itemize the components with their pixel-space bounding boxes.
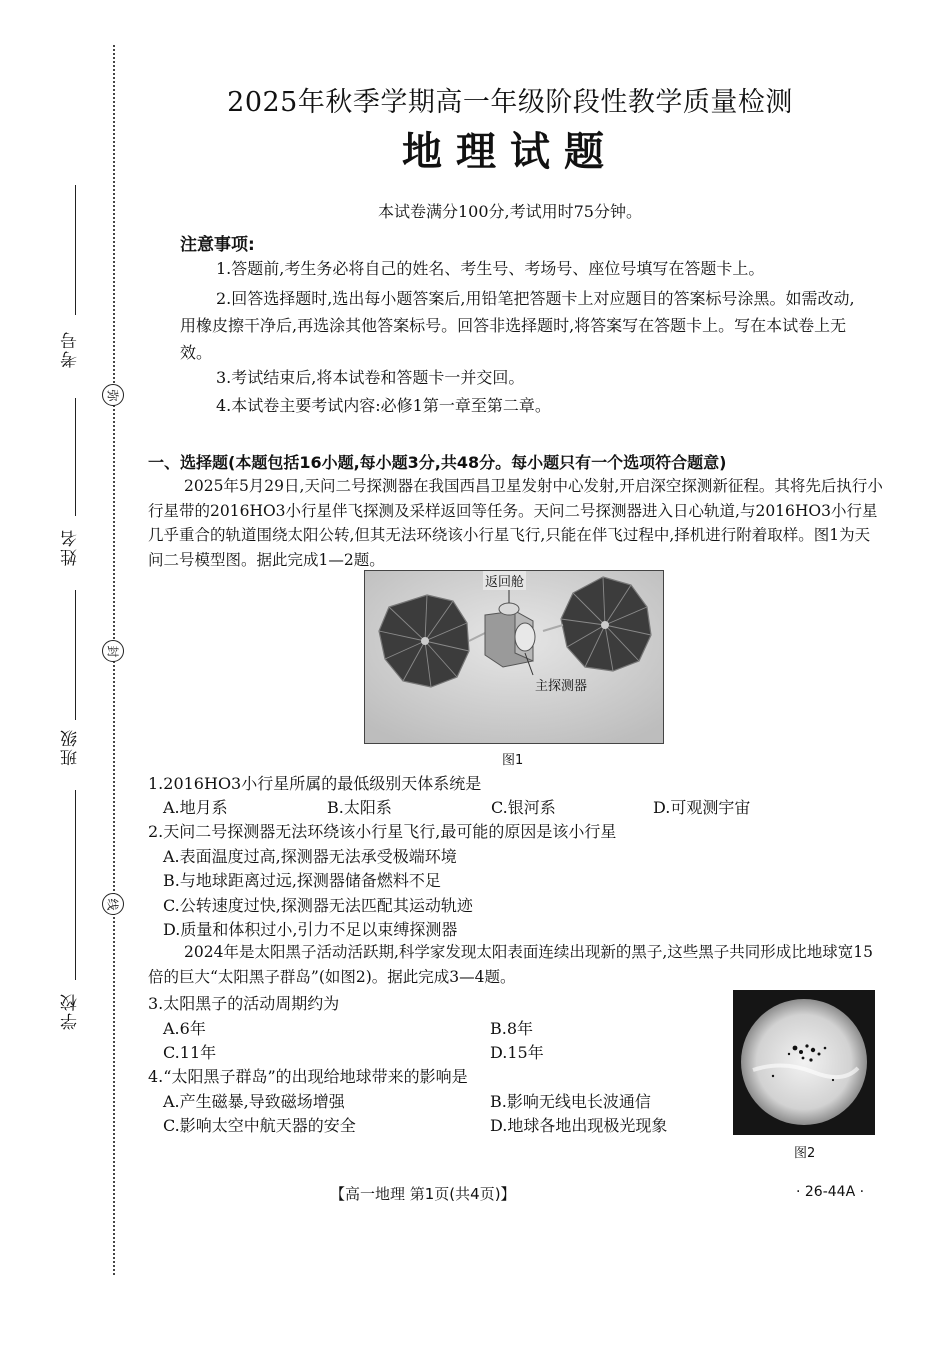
- question-3-stem: 3.太阳黑子的活动周期约为: [148, 994, 340, 1013]
- page-footer: 【高一地理 第1页(共4页)】: [330, 1185, 516, 1203]
- q1-option-a: A.地月系: [163, 798, 228, 817]
- label-main-probe: 主探测器: [535, 679, 588, 694]
- figure-1-probe-model: [364, 570, 664, 744]
- q1-option-b: B.太阳系: [327, 798, 392, 817]
- exam-number-label: 考号: [61, 330, 81, 368]
- exam-number-line: [75, 185, 76, 315]
- notice-item-1: 1.答题前,考生务必将自己的姓名、考生号、考场号、座位号填写在答题卡上。: [216, 259, 765, 278]
- exam-title: 2025年秋季学期高一年级阶段性教学质量检测: [227, 87, 793, 118]
- score-note: 本试卷满分100分,考试用时75分钟。: [378, 202, 642, 221]
- q4-option-d: D.地球各地出现极光现象: [490, 1116, 668, 1135]
- notice-heading: 注意事项:: [180, 235, 255, 255]
- q2-option-c: C.公转速度过快,探测器无法匹配其运动轨迹: [163, 896, 473, 915]
- figure-1-caption: 图1: [502, 753, 524, 768]
- school-label: 学校: [61, 992, 81, 1030]
- passage-2: 2024年是太阳黑子活动活跃期,科学家发现太阳表面连续出现新的黑子,这些黑子共同形成比地球宽15倍的巨大“太阳黑子群岛”(如图2)。据此完成3—4题。: [148, 943, 874, 986]
- subject-title: 地理试题: [402, 129, 618, 175]
- notice-item-3: 3.考试结束后,将本试卷和答题卡一并交回。: [216, 368, 525, 387]
- notice-item-2: 2.回答选择题时,选出每小题答案后,用铅笔把答题卡上对应题目的答案标号涂黑。如需改动,用橡皮擦干净后,再选涂其他答案标号。回答非选择题时,将答案写在答题卡上。写在本试卷上无效。: [180, 289, 855, 362]
- sun-illustration: [733, 990, 875, 1135]
- figure-2-caption: 图2: [794, 1146, 816, 1161]
- paper-code: · 26-44A ·: [796, 1184, 865, 1200]
- section-heading: 一、选择题(本题包括16小题,每小题3分,共48分。每小题只有一个选项符合题意): [148, 453, 727, 472]
- q3-option-d: D.15年: [490, 1043, 544, 1062]
- question-4-stem: 4.“太阳黑子群岛”的出现给地球带来的影响是: [148, 1067, 468, 1086]
- q1-option-d: D.可观测宇宙: [653, 798, 751, 817]
- name-label: 姓名: [61, 528, 81, 566]
- name-line: [75, 398, 76, 516]
- question-2-stem: 2.天问二号探测器无法环绕该小行星飞行,最可能的原因是该小行星: [148, 822, 617, 841]
- class-line: [75, 590, 76, 720]
- q4-option-b: B.影响无线电长波通信: [490, 1092, 651, 1111]
- notice-item-4: 4.本试卷主要考试内容:必修1第一章至第二章。: [216, 396, 551, 415]
- class-label: 班级: [61, 728, 81, 766]
- q3-option-b: B.8年: [490, 1019, 534, 1038]
- q4-option-c: C.影响太空中航天器的安全: [163, 1116, 356, 1135]
- label-return-capsule: 返回舱: [483, 571, 526, 590]
- q2-option-b: B.与地球距离过远,探测器储备燃料不足: [163, 871, 441, 890]
- q3-option-c: C.11年: [163, 1043, 217, 1062]
- q2-option-d: D.质量和体积过小,引力不足以束缚探测器: [163, 920, 458, 939]
- figure-2-sunspot-image: [733, 990, 875, 1135]
- q1-option-c: C.银河系: [491, 798, 556, 817]
- q4-option-a: A.产生磁暴,导致磁场增强: [163, 1092, 345, 1111]
- passage-1: 2025年5月29日,天问二号探测器在我国西昌卫星发射中心发射,开启深空探测新征程。其将先后执行小行星带的2016HO3小行星伴飞探测及采样返回等任务。天问二号探测器进入日心轨道,与2016HO3小行星几乎重合的轨道围绕太阳公转,但其无法环绕该小行星飞行,只能在伴飞过程中,择机进行附着取样。图1为天问二号模型图。据此完成1—2题。: [148, 477, 883, 569]
- seal-mark-feng: 封: [102, 640, 124, 662]
- school-line: [75, 790, 76, 980]
- question-1-stem: 1.2016HO3小行星所属的最低级别天体系统是: [148, 774, 482, 793]
- q3-option-a: A.6年: [163, 1019, 206, 1038]
- probe-illustration: [365, 571, 663, 743]
- seal-mark-xian: 线: [102, 893, 124, 915]
- q2-option-a: A.表面温度过高,探测器无法承受极端环境: [163, 847, 457, 866]
- seal-mark-mi: 弥: [102, 384, 124, 406]
